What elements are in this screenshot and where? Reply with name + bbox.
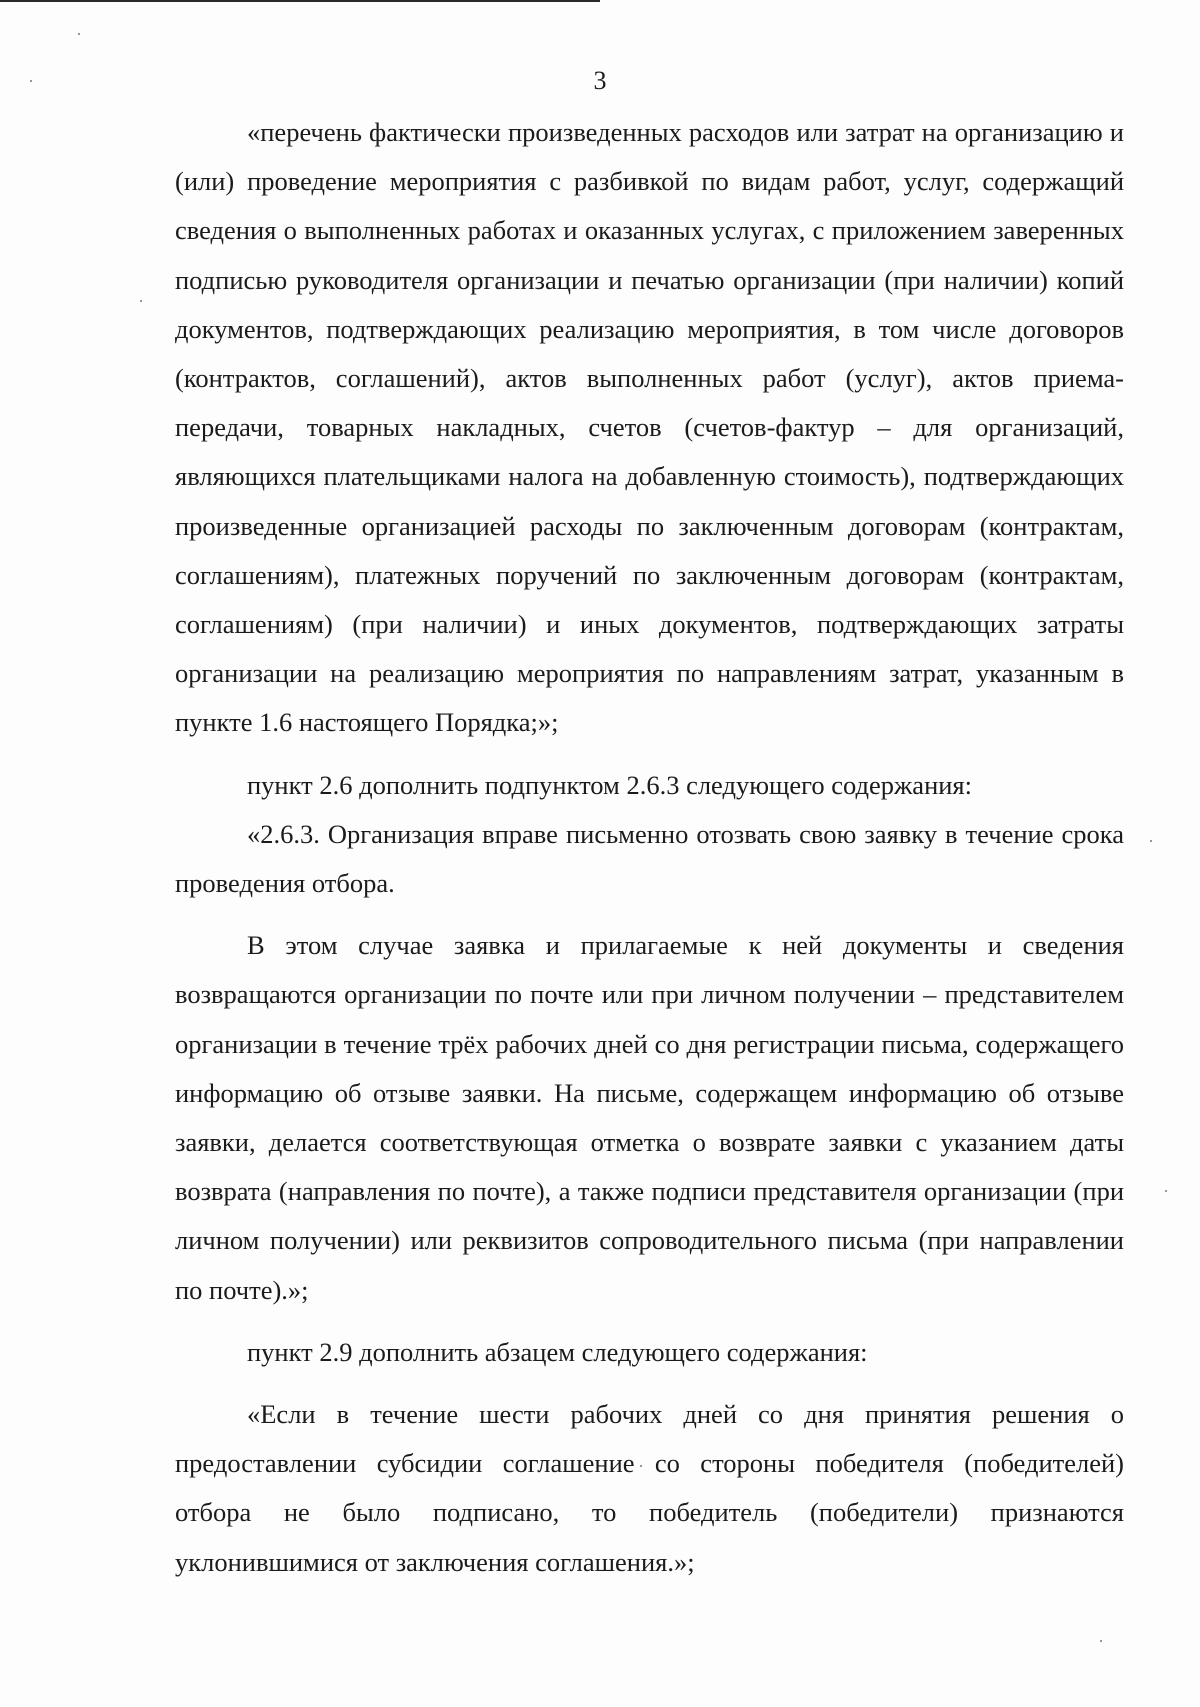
paragraph-item-2-6: пункт 2.6 дополнить подпунктом 2.6.3 следующего содержания: [247,769,972,800]
scan-speck [78,33,80,35]
scan-speck [1165,1190,1167,1192]
paragraph-evasion-clause: «Если в течение шести рабочих дней со дня принятия решения о предоставлении субсидии соглашение со стороны победителя (победителей) отбора не было подписано, то победитель (победители) признаются уклонившимися от заключения соглашения.»; [175,1399,1124,1577]
paragraph-expense-list: «перечень фактически произведенных расходов или затрат на организацию и (или) проведение мероприятия с разбивкой по видам работ, услуг, содержащий сведения о выполненных работах и оказанных услугах, с приложением заверенных подписью руководителя организации и печатью организации (при наличии) копий документов, подтверждающих реализацию мероприятия, в том числе договоров (контрактов, соглашений), актов выполненных работ (услуг), актов приема-передачи, товарных накладных, счетов (счетов-фактур – для организаций, являющихся плательщиками налога на добавленную стоимость), подтверждающих произведенные организацией расходы по заключенным договорам (контрактам, соглашениям), платежных поручений по заключенным договорам (контрактам, соглашениям) (при наличии) и иных документов, подтверждающих затраты организации на реализацию мероприятия по направлениям затрат, указанным в пункте 1.6 настоящего Порядка;»; [175,117,1124,738]
scan-speck [1150,840,1152,842]
scan-speck [140,300,142,302]
document-body [175,108,1124,1587]
scan-speck [1100,1640,1102,1642]
scan-top-edge [0,0,600,2]
paragraph-item-2-9: пункт 2.9 дополнить абзацем следующего содержания: [247,1336,868,1367]
page-number: 3 [593,66,607,95]
paragraph-subitem-2-6-3: «2.6.3. Организация вправе письменно отозвать свою заявку в течение срока проведения отбора. [175,818,1124,899]
paragraph-withdrawal-return: В этом случае заявка и прилагаемые к ней документы и сведения возвращаются организации по почте или при личном получении – представителем организации в течение трёх рабочих дней со дня регистрации письма, содержащего информацию об отзыве заявки. На письме, содержащем информацию об отзыве заявки, делается соответствующая отметка о возврате заявки с указанием даты возврата (направления по почте), а также подписи представителя организации (при личном получении) или реквизитов сопроводительного письма (при направлении по почте).»; [175,930,1124,1305]
